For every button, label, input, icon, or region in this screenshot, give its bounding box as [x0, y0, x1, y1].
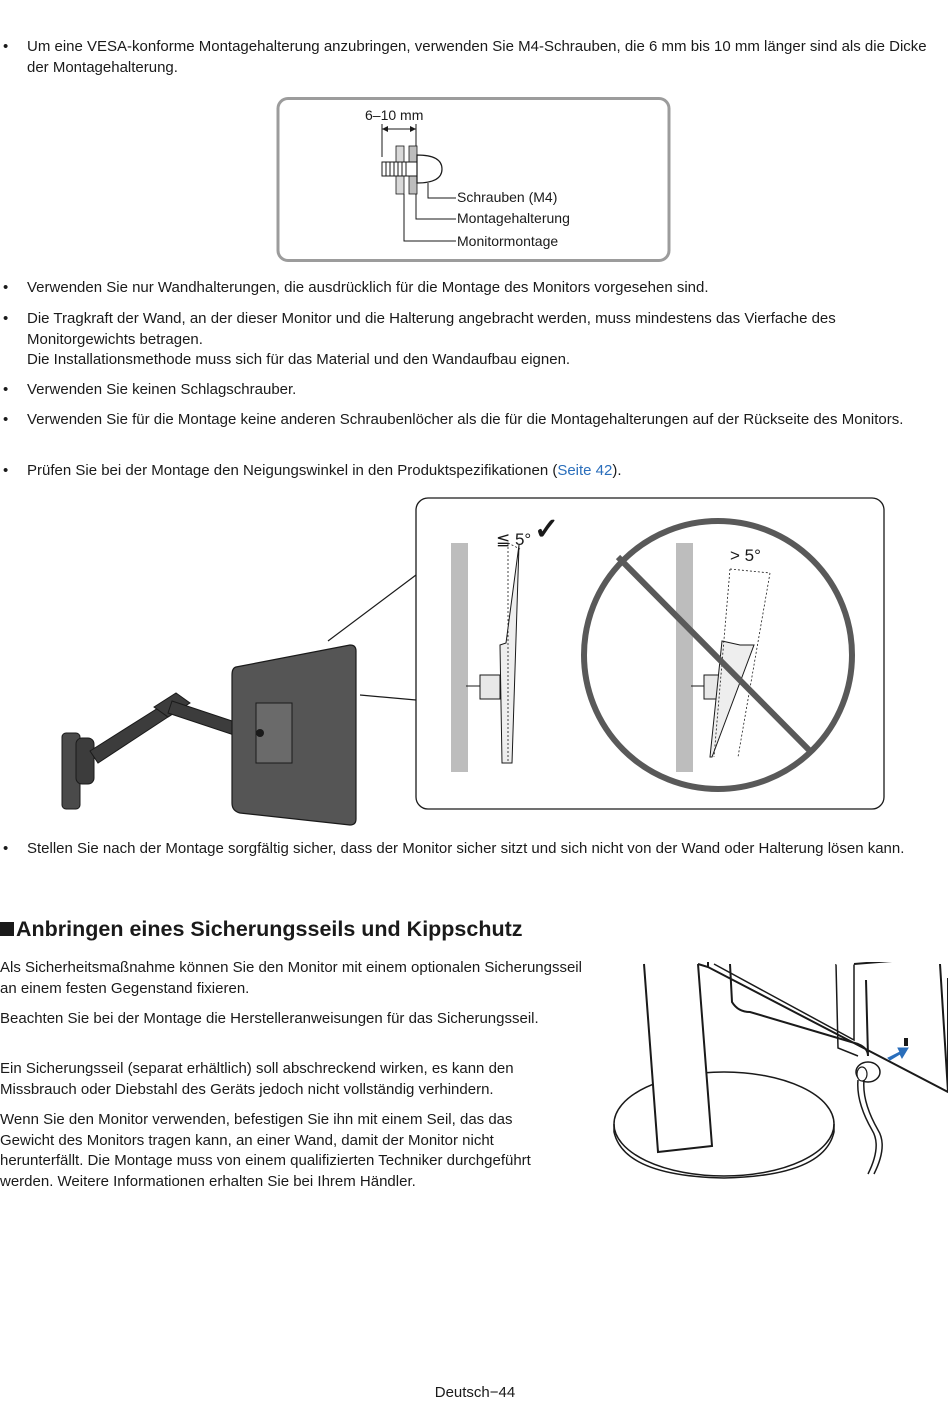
wall-ok — [451, 543, 468, 772]
dimension-label: 6–10 mm — [365, 107, 424, 123]
screw-shaft — [382, 162, 417, 176]
bullet-dot: • — [3, 462, 9, 479]
label-bracket: Montagehalterung — [457, 210, 570, 226]
section-title — [0, 914, 523, 944]
stand-base — [614, 1072, 834, 1176]
bullet-text-end: ). — [612, 462, 622, 479]
ok-angle-label: ≦ 5° — [496, 530, 532, 549]
paragraph: Als Sicherheitsmaßnahme können Sie den Monitor mit einem optionalen Sicherungsseil an einem festen Gegenstand fixieren. — [0, 959, 582, 997]
screw-diagram — [276, 97, 672, 263]
paragraph: Ein Sicherungsseil (separat erhältlich) soll abschreckend wirken, es kann den Missbrauch oder Diebstahl des Geräts jedoch nicht vollständig verhindern. — [0, 1060, 514, 1098]
bullet-dot: • — [3, 38, 9, 55]
bullet-item — [0, 309, 935, 371]
bullet-text: Verwenden Sie für die Montage keine anderen Schraubenlöcher als die für die Montagehalterungen auf der Rückseite des Monitors. — [27, 411, 904, 428]
security-cable — [858, 1080, 882, 1174]
bullet-item — [0, 380, 935, 401]
square-icon — [0, 922, 14, 936]
bullet-text: Um eine VESA-konforme Montagehalterung anzubringen, verwenden Sie M4-Schrauben, die 6 mm bis 10 mm länger sind als die Dicke der Montagehalterung. — [27, 38, 927, 76]
bullet-text: Verwenden Sie nur Wandhalterungen, die ausdrücklich für die Montage des Monitors vorgesehen sind. — [27, 279, 709, 296]
check-mark-icon: ✓ — [534, 513, 560, 546]
paragraph: Beachten Sie bei der Montage die Herstelleranweisungen für das Sicherungsseil. — [0, 1010, 539, 1027]
arrow-icon — [888, 1048, 908, 1060]
ng-angle-label: > 5° — [730, 546, 761, 565]
security-cable-diagram — [610, 962, 948, 1184]
callout-panel — [416, 498, 884, 809]
bullet-dot: • — [3, 840, 9, 857]
bullet-text: Die Tragkraft der Wand, an der dieser Monitor und die Halterung angebracht werden, muss mindestens das Vierfache des Monitorgewichts betragen. — [27, 310, 836, 348]
bullet-dot: • — [3, 279, 9, 296]
lock-slot — [904, 1038, 908, 1046]
bullet-dot: • — [3, 411, 9, 428]
bullet-text: Stellen Sie nach der Montage sorgfältig sicher, dass der Monitor sicher sitzt und sich nicht von der Wand oder Halterung lösen kann. — [27, 840, 905, 857]
bullet-item — [0, 278, 935, 299]
tilt-diagram — [50, 495, 890, 830]
bullet-item — [0, 37, 935, 78]
wall-arm — [62, 693, 250, 809]
page-link[interactable]: Seite 42 — [557, 462, 613, 479]
bullet-item — [0, 461, 935, 482]
bullet-dot: • — [3, 310, 9, 327]
page-footer: Deutsch−44 — [434, 1384, 516, 1401]
bullet-text: Prüfen Sie bei der Montage den Neigungswinkel in den Produktspezifikationen ( — [27, 462, 558, 479]
bullet-dot: • — [3, 381, 9, 398]
wall-ng — [676, 543, 693, 772]
section-title-text: Anbringen eines Sicherungsseils und Kippschutz — [16, 917, 523, 941]
bullet-text-wrap — [27, 461, 935, 482]
label-screws: Schrauben (M4) — [457, 189, 558, 205]
bullet-item — [0, 410, 935, 431]
bullet-item — [0, 839, 935, 860]
paragraph: Wenn Sie den Monitor verwenden, befestigen Sie ihn mit einem Seil, das das Gewicht des Monitors tragen kann, an einer Wand, damit der Monitor nicht herunterfällt. Die Montage muss von einem qualifizierten Techniker durchgeführt werden. Weitere Informationen erhalten Sie bei Ihrem Händler. — [0, 1111, 531, 1190]
label-monitor-mount: Monitormontage — [457, 233, 559, 249]
bullet-text-continued: Die Installationsmethode muss sich für das Material und den Wandaufbau eignen. — [27, 351, 571, 368]
monitor-back — [232, 645, 356, 825]
bullet-text: Verwenden Sie keinen Schlagschrauber. — [27, 381, 297, 398]
